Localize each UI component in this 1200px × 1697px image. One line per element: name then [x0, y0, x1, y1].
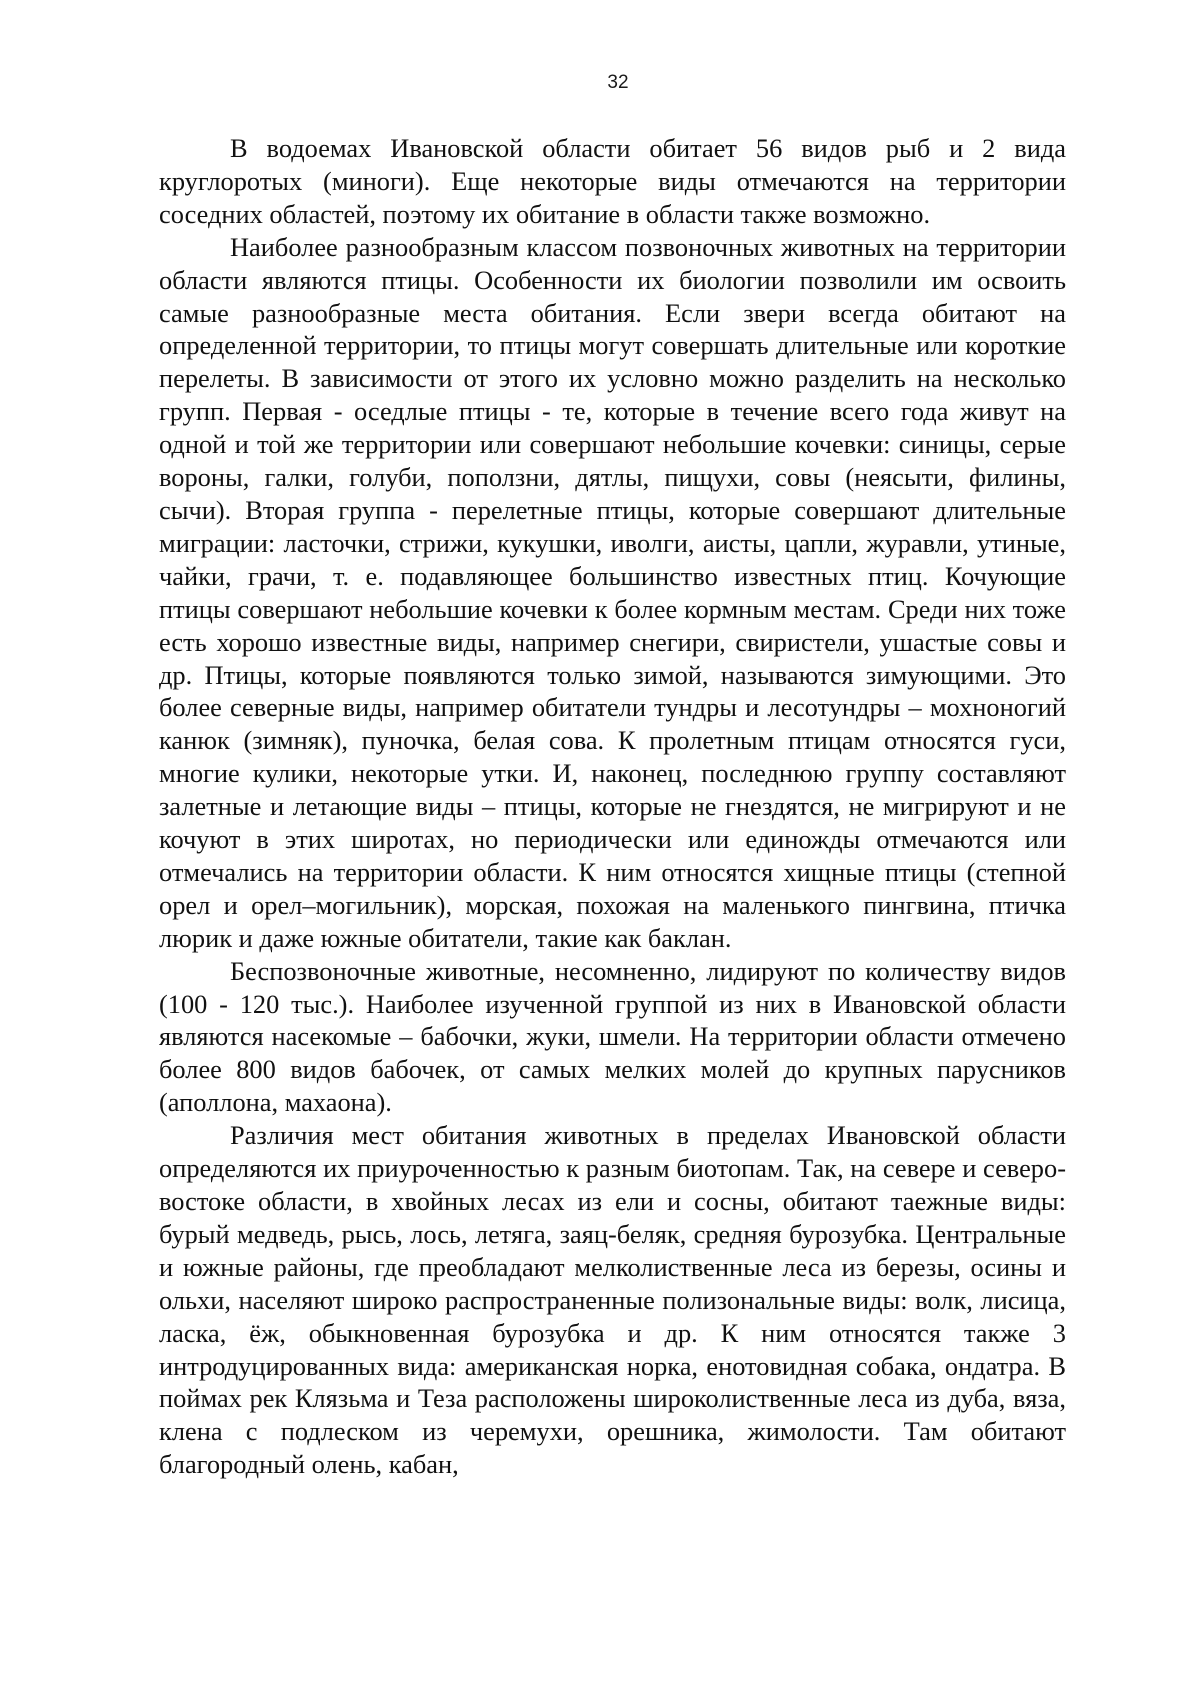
paragraph-invertebrates: Беспозвоночные животные, несомненно, лидируют по количеству видов (100 - 120 тыс.). Наиболее изученной группой из них в Ивановской области являются насекомые – бабочки, жуки, шмели. На территории области отмечено более 800 видов бабочек, от самых мелких молей до крупных парусников (аполлона, махаона).: [159, 955, 1066, 1118]
paragraph-fish: В водоемах Ивановской области обитает 56 видов рыб и 2 вида круглоротых (миноги). Еще некоторые виды отмечаются на территории соседних областей, поэтому их обитание в области также возможно.: [159, 133, 1066, 229]
paragraph-birds: Наиболее разнообразным классом позвоночных животных на территории области являются птицы. Особенности их биологии позволили им освоить самые разнообразные места обитания. Если звери всегда обитают на определенной территории, то птицы могут совершать длительные или короткие перелеты. В зависимости от этого их условно можно разделить на несколько групп. Первая - оседлые птицы - те, которые в течение всего года живут на одной и той же территории или совершают небольшие кочевки: синицы, серые вороны, галки, голуби, поползни, дятлы, пищухи, совы (неясыти, филины, сычи). Вторая группа - перелетные птицы, которые совершают длительные миграции: ласточки, стрижи, кукушки, иволги, аисты, цапли, журавли, утиные, чайки, грачи, т. е. подавляющее большинство известных птиц. Кочующие птицы совершают небольшие кочевки к более кормным местам. Среди них тоже есть хорошо известные виды, например снегири, свиристели, ушастые совы и др. Птицы, которые появляются только зимой, называются зимующими. Это более северные виды, например обитатели тундры и лесотундры – мохноногий канюк (зимняк), пуночка, белая сова. К пролетным птицам относятся гуси, многие кулики, некоторые утки. И, наконец, последнюю группу составляют залетные и летающие виды – птицы, которые не гнездятся, не мигрируют и не кочуют в этих широтах, но периодически или единожды отмечаются или отмечались на территории области. К ним относятся хищные птицы (степной орел и орел–могильник), морская, похожая на маленького пингвина, птичка люрик и даже южные обитатели, такие как баклан.: [159, 231, 1066, 953]
page-number: 32: [607, 72, 629, 93]
body-text: [159, 132, 1066, 1481]
paragraph-habitats: Различия мест обитания животных в пределах Ивановской области определяются их приуроченностью к разным биотопам. Так, на севере и северо-востоке области, в хвойных лесах из ели и сосны, обитают таежные виды: бурый медведь, рысь, лось, летяга, заяц-беляк, средняя бурозубка. Центральные и южные районы, где преобладают мелколиственные леса из березы, осины и ольхи, населяют широко распространенные полизональные виды: волк, лисица, ласка, ёж, обыкновенная бурозубка и др. К ним относятся также 3 интродуцированных вида: американская норка, енотовидная собака, ондатра. В поймах рек Клязьма и Теза расположены широколиственные леса из дуба, вяза, клена с подлеском из черемухи, орешника, жимолости. Там обитают благородный олень, кабан,: [159, 1120, 1066, 1480]
